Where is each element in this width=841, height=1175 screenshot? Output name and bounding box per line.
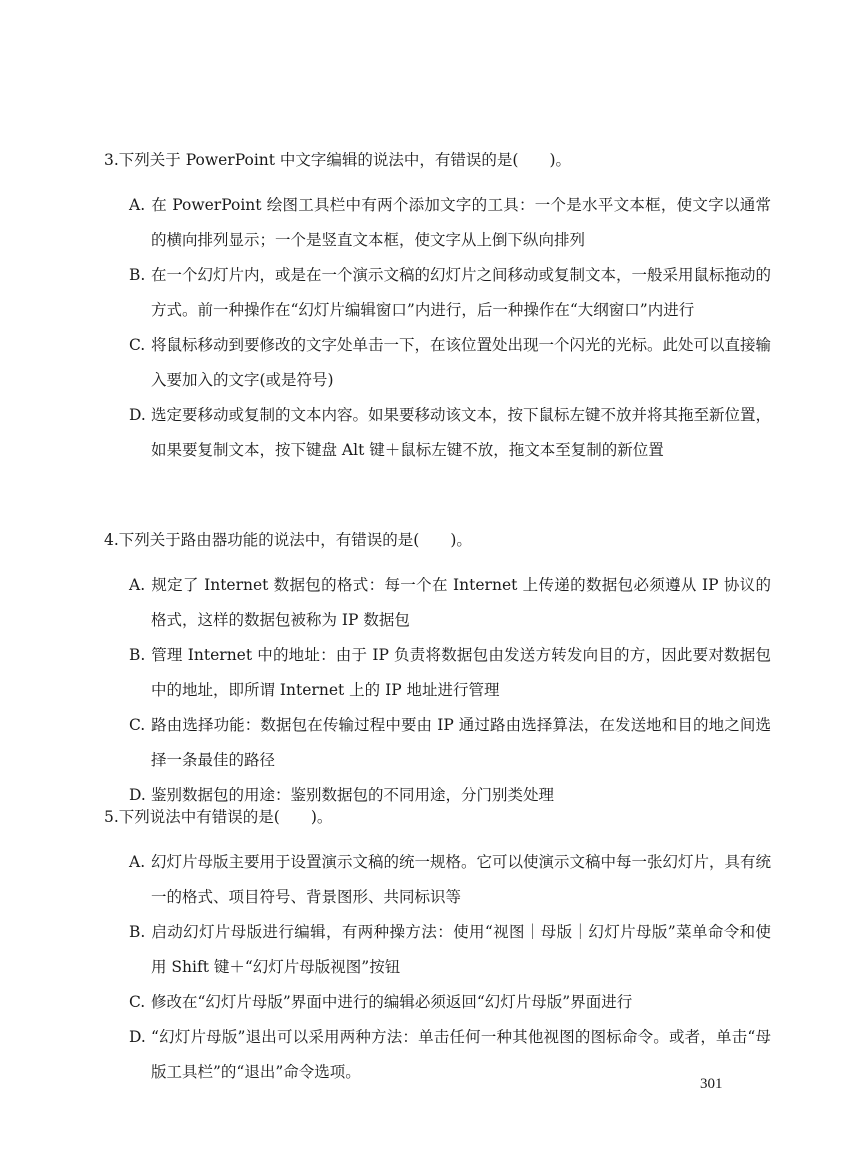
option-text: 将鼠标移动到要修改的文字处单击一下，在该位置处出现一个闪光的光标。此处可以直接输入要加入的文字(或是符号) [151, 336, 772, 389]
option-c [104, 328, 771, 398]
option-b [104, 258, 771, 328]
option-a [104, 845, 771, 915]
option-c [104, 708, 771, 778]
option-letter: C. [129, 993, 146, 1011]
page-number: 301 [700, 1076, 723, 1092]
option-d [104, 398, 771, 468]
option-letter: D. [129, 406, 146, 424]
option-letter: B. [129, 266, 146, 284]
question-3 [104, 150, 772, 468]
question-5 [104, 807, 772, 1090]
option-letter: A. [129, 196, 146, 214]
option-text: “幻灯片母版”退出可以采用两种方法：单击任何一种其他视图的图标命令。或者，单击“母版工具栏”的“退出”命令选项。 [151, 1028, 771, 1081]
option-text: 管理 Internet 中的地址：由于 IP 负责将数据包由发送方转发向目的方，因此要对数据包中的地址，即所谓 Internet 上的 IP 地址进行管理 [151, 646, 771, 699]
option-letter: D. [129, 786, 146, 804]
option-c [104, 985, 771, 1020]
option-text: 鉴别数据包的用途：鉴别数据包的不同用途，分门别类处理 [151, 786, 555, 804]
option-text: 修改在“幻灯片母版”界面中进行的编辑必须返回“幻灯片母版”界面进行 [151, 993, 633, 1011]
question-stem: 3.下列关于 PowerPoint 中文字编辑的说法中，有错误的是( )。 [104, 151, 572, 169]
option-letter: C. [129, 716, 146, 734]
option-letter: B. [129, 646, 146, 664]
option-text: 选定要移动或复制的文本内容。如果要移动该文本，按下鼠标左键不放并将其拖至新位置，如果要复制文本，按下键盘 Alt 键＋鼠标左键不放，拖文本至复制的新位置 [151, 406, 772, 459]
question-stem: 5.下列说法中有错误的是( )。 [104, 808, 333, 826]
question-4 [104, 530, 771, 813]
option-text: 幻灯片母版主要用于设置演示文稿的统一规格。它可以使演示文稿中每一张幻灯片，具有统一的格式、项目符号、背景图形、共同标识等 [151, 853, 772, 906]
option-letter: D. [129, 1028, 146, 1046]
option-text: 路由选择功能：数据包在传输过程中要由 IP 通过路由选择算法，在发送地和目的地之间选择一条最佳的路径 [151, 716, 771, 769]
option-a [104, 568, 771, 638]
option-letter: B. [129, 923, 146, 941]
option-text: 在 PowerPoint 绘图工具栏中有两个添加文字的工具：一个是水平文本框，使文字以通常的横向排列显示；一个是竖直文本框，使文字从上倒下纵向排列 [151, 196, 771, 249]
option-letter: A. [129, 576, 146, 594]
option-b [104, 915, 771, 985]
option-letter: C. [129, 336, 146, 354]
option-text: 在一个幻灯片内，或是在一个演示文稿的幻灯片之间移动或复制文本，一般采用鼠标拖动的方式。前一种操作在“幻灯片编辑窗口”内进行，后一种操作在“大纲窗口”内进行 [151, 266, 772, 319]
option-text: 规定了 Internet 数据包的格式：每一个在 Internet 上传递的数据包必须遵从 IP 协议的格式，这样的数据包被称为 IP 数据包 [151, 576, 771, 629]
question-stem: 4.下列关于路由器功能的说法中，有错误的是( )。 [104, 531, 472, 549]
option-letter: A. [129, 853, 146, 871]
option-b [104, 638, 771, 708]
option-text: 启动幻灯片母版进行编辑，有两种操方法：使用“视图｜母版｜幻灯片母版”菜单命令和使用 Shift 键＋“幻灯片母版视图”按钮 [151, 923, 771, 976]
option-d [104, 1020, 771, 1090]
option-a [104, 188, 771, 258]
